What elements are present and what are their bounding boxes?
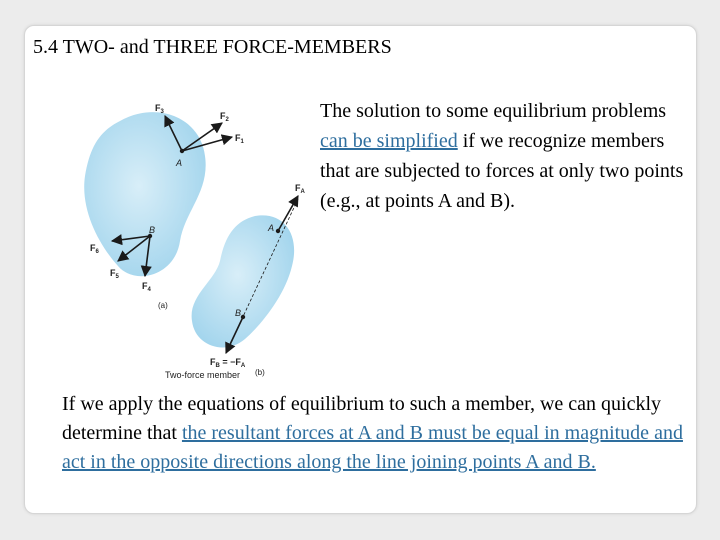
two-force-member-figure	[60, 71, 330, 381]
slide-title: 5.4 TWO- and THREE FORCE-MEMBERS	[33, 36, 392, 58]
label-b-body-b: B	[235, 308, 242, 318]
label-f5: $F_5$	[110, 268, 119, 280]
point-a-body-b	[276, 229, 280, 233]
intro-text-before: The solution to some equilibrium problems	[320, 100, 667, 122]
label-caption-b: (b)	[255, 368, 265, 377]
label-caption-a: (a)	[158, 301, 168, 310]
intro-paragraph	[320, 96, 685, 216]
point-b-body-b	[241, 315, 245, 319]
figure-caption: Two-force member	[165, 370, 241, 380]
label-f3: $F_3$	[155, 103, 164, 115]
body-a	[84, 112, 205, 276]
simplified-link[interactable]: can be simplified	[320, 130, 458, 152]
label-fb-equation: $F_B = -F_A$	[210, 357, 246, 369]
point-a-body-a	[180, 149, 184, 153]
conclusion-paragraph	[62, 390, 687, 477]
label-a-body-a: A	[176, 158, 183, 168]
label-b-body-a: B	[149, 225, 156, 235]
slide	[24, 25, 697, 514]
figure-svg	[60, 71, 330, 381]
resultant-forces-link[interactable]: the resultant forces at A and B must be equal in magnitude and act in the opposite directions along the line joining points A and B.	[62, 422, 683, 473]
label-f4: $F_4$	[142, 281, 151, 293]
label-a-body-b: A	[268, 223, 275, 233]
intro-text-after: if we recognize members that are subjected to forces at only two points (e.g., at points A and B).	[320, 130, 684, 212]
body-b	[192, 215, 295, 347]
force-fa-arrow	[278, 196, 298, 231]
label-f6: $F_6$	[90, 243, 99, 255]
label-f2: $F_2$	[220, 111, 229, 123]
label-f1: $F_1$	[235, 133, 244, 145]
label-fa: $F_A$	[295, 183, 305, 195]
conclusion-text-before: If we apply the equations of equilibrium to such a member, we can quickly determine that	[62, 393, 662, 444]
